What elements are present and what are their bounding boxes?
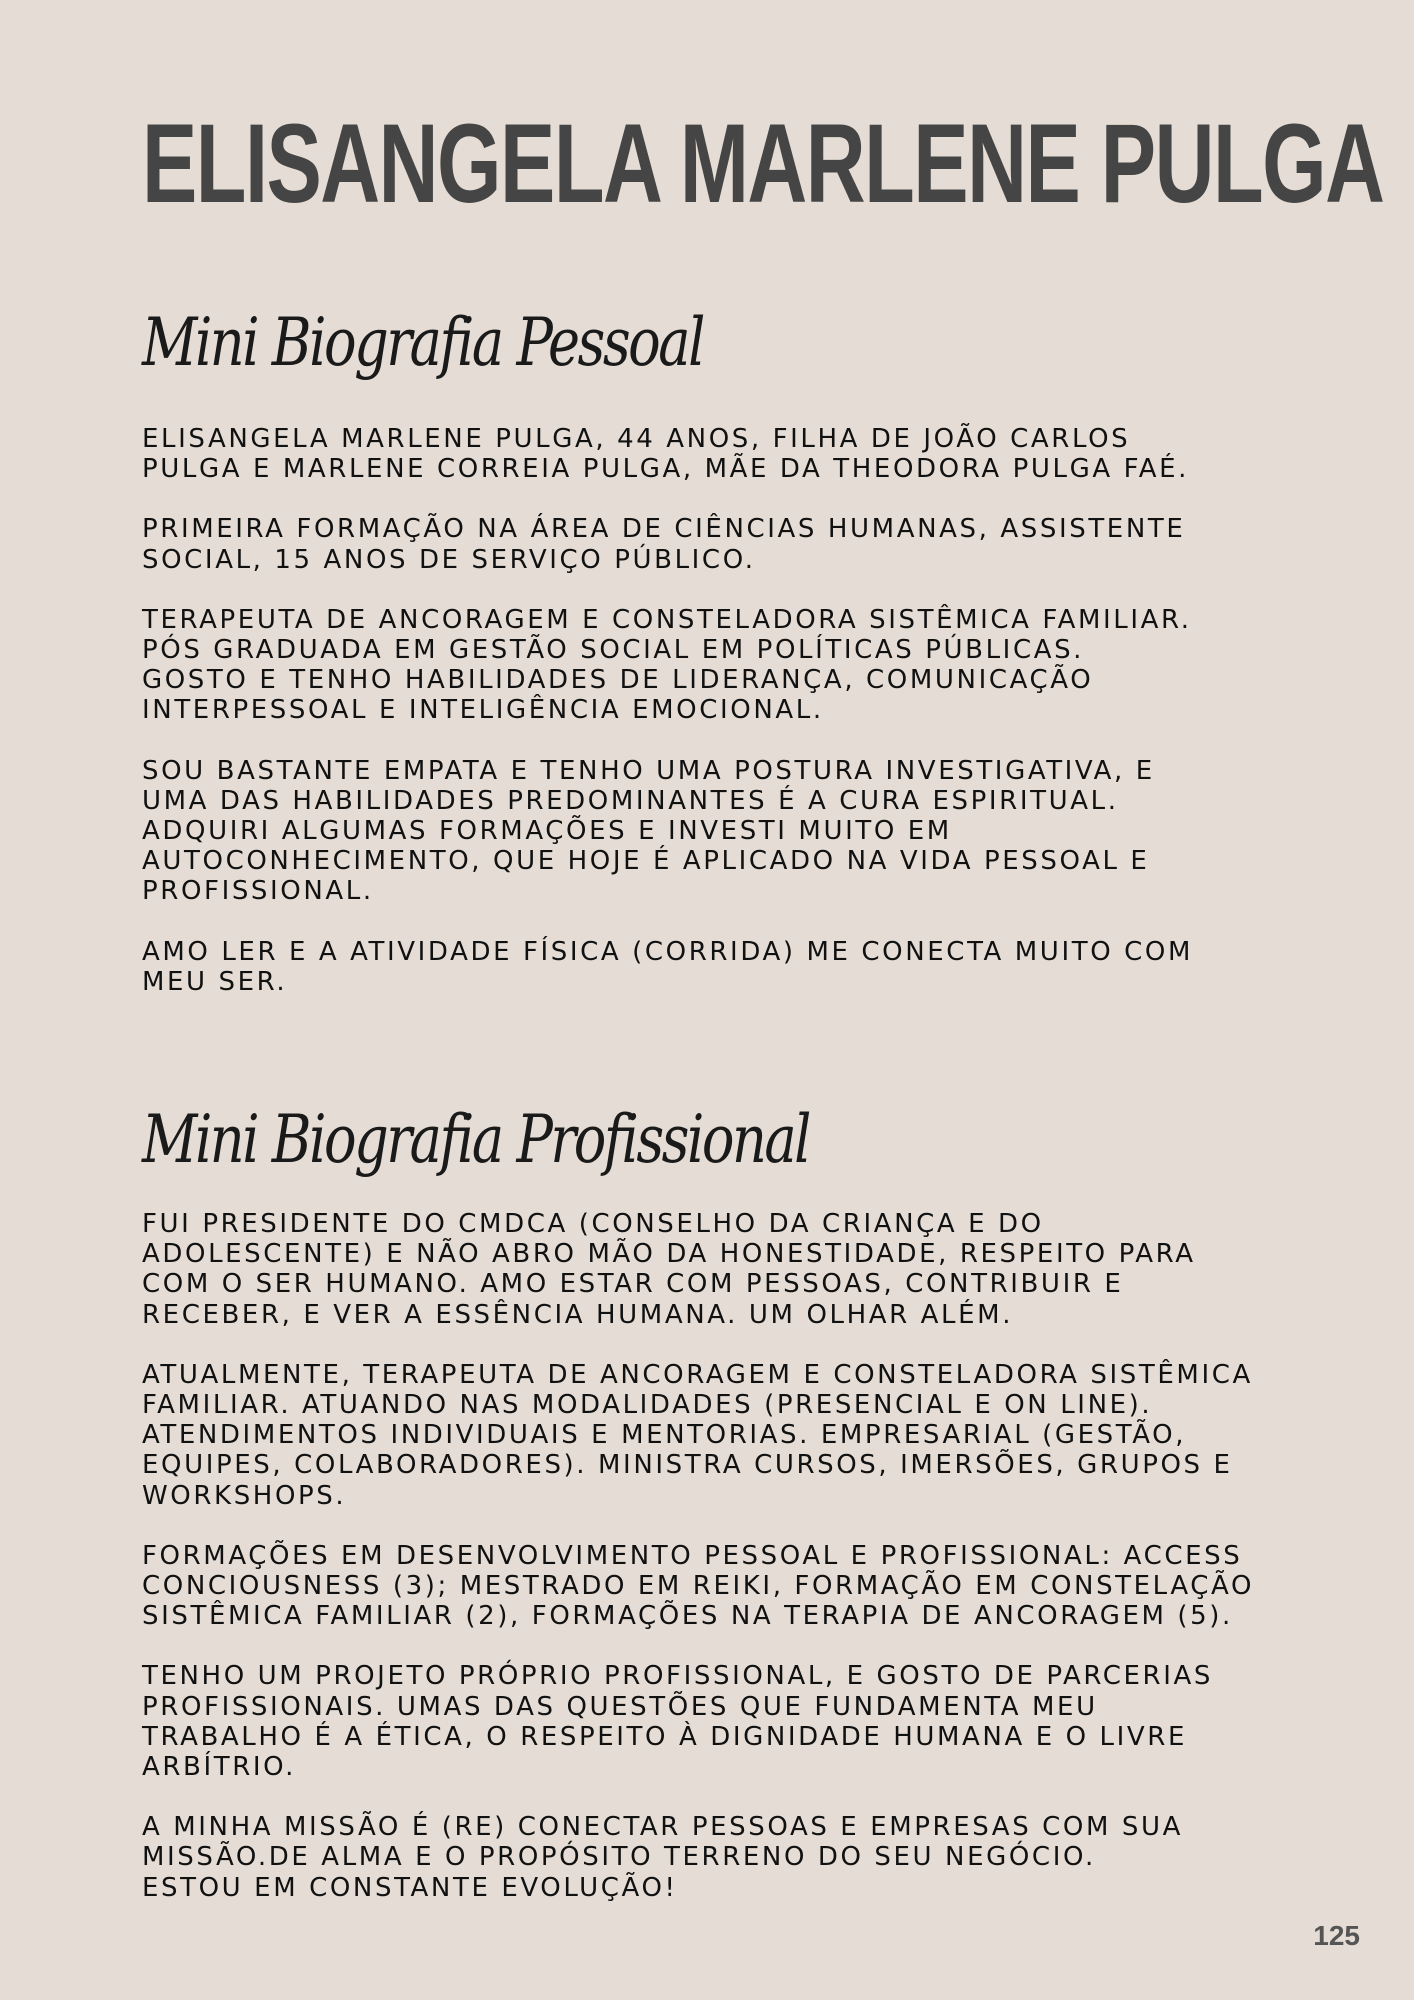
text-line: PULGA E MARLENE CORREIA PULGA, MÃE DA THEODORA PULGA FAÉ.: [142, 454, 1190, 485]
page-title: ELISANGELA MARLENE PULGA: [142, 101, 1384, 226]
bio-paragraph: [142, 1360, 1372, 1511]
text-line: A MINHA MISSÃO É (RE) CONECTAR PESSOAS E EMPRESAS COM SUA: [142, 1812, 1183, 1843]
text-line: MEU SER.: [142, 966, 288, 997]
text-line: RECEBER, E VER A ESSÊNCIA HUMANA. UM OLHAR ALÉM.: [142, 1299, 1014, 1330]
professional-bio-section: [142, 1209, 1372, 1933]
text-line: GOSTO E TENHO HABILIDADES DE LIDERANÇA, COMUNICAÇÃO: [142, 665, 1094, 696]
text-line: FAMILIAR. ATUANDO NAS MODALIDADES (PRESENCIAL E ON LINE).: [142, 1390, 1153, 1421]
text-line: SOCIAL, 15 ANOS DE SERVIÇO PÚBLICO.: [142, 544, 756, 575]
text-line: PROFISSIONAIS. UMAS DAS QUESTÕES QUE FUNDAMENTA MEU: [142, 1691, 1098, 1722]
text-line: ATENDIMENTOS INDIVIDUAIS E MENTORIAS. EMPRESARIAL (GESTÃO,: [142, 1420, 1187, 1451]
text-line: INTERPESSOAL E INTELIGÊNCIA EMOCIONAL.: [142, 695, 824, 726]
text-line: TRABALHO É A ÉTICA, O RESPEITO À DIGNIDADE HUMANA E O LIVRE: [142, 1721, 1187, 1752]
text-line: ADQUIRI ALGUMAS FORMAÇÕES E INVESTI MUITO EM: [142, 816, 952, 847]
text-line: SISTÊMICA FAMILIAR (2), FORMAÇÕES NA TERAPIA DE ANCORAGEM (5).: [142, 1601, 1233, 1632]
page-number: 125: [1313, 1920, 1360, 1951]
personal-bio-section: [142, 424, 1372, 1027]
personal-bio-heading: Mini Biografia Pessoal: [142, 304, 703, 381]
text-line: ESTOU EM CONSTANTE EVOLUÇÃO!: [142, 1872, 678, 1903]
text-line: PÓS GRADUADA EM GESTÃO SOCIAL EM POLÍTICAS PÚBLICAS.: [142, 635, 1085, 666]
text-line: COM O SER HUMANO. AMO ESTAR COM PESSOAS, CONTRIBUIR E: [142, 1269, 1124, 1300]
text-line: SOU BASTANTE EMPATA E TENHO UMA POSTURA INVESTIGATIVA, E: [142, 755, 1155, 786]
text-line: AUTOCONHECIMENTO, QUE HOJE É APLICADO NA VIDA PESSOAL E: [142, 846, 1150, 877]
text-line: EQUIPES, COLABORADORES). MINISTRA CURSOS, IMERSÕES, GRUPOS E: [142, 1450, 1233, 1481]
text-line: MISSÃO.DE ALMA E O PROPÓSITO TERRENO DO SEU NEGÓCIO.: [142, 1842, 1096, 1873]
bio-paragraph: [142, 1661, 1372, 1782]
bio-paragraph: [142, 424, 1372, 484]
text-line: AMO LER E A ATIVIDADE FÍSICA (CORRIDA) ME CONECTA MUITO COM: [142, 936, 1193, 967]
bio-paragraph: [142, 605, 1372, 726]
bio-paragraph: [142, 514, 1372, 574]
bio-paragraph: [142, 1541, 1372, 1632]
text-line: TENHO UM PROJETO PRÓPRIO PROFISSIONAL, E GOSTO DE PARCERIAS: [142, 1661, 1213, 1692]
bio-paragraph: [142, 937, 1372, 997]
text-line: ARBÍTRIO.: [142, 1752, 297, 1783]
text-line: WORKSHOPS.: [142, 1480, 347, 1511]
text-line: ELISANGELA MARLENE PULGA, 44 ANOS, FILHA DE JOÃO CARLOS: [142, 424, 1131, 454]
bio-paragraph: [142, 756, 1372, 907]
text-line: UMA DAS HABILIDADES PREDOMINANTES É A CURA ESPIRITUAL.: [142, 785, 1119, 816]
text-line: FUI PRESIDENTE DO CMDCA (CONSELHO DA CRIANÇA E DO: [142, 1209, 1044, 1239]
text-line: ADOLESCENTE) E NÃO ABRO MÃO DA HONESTIDADE, RESPEITO PARA: [142, 1239, 1196, 1270]
text-line: CONCIOUSNESS (3); MESTRADO EM REIKI, FORMAÇÃO EM CONSTELAÇÃO: [142, 1571, 1255, 1602]
text-line: FORMAÇÕES EM DESENVOLVIMENTO PESSOAL E PROFISSIONAL: ACCESS: [142, 1540, 1243, 1571]
professional-bio-heading: Mini Biografia Profissional: [142, 1101, 810, 1178]
text-line: PRIMEIRA FORMAÇÃO NA ÁREA DE CIÊNCIAS HUMANAS, ASSISTENTE: [142, 514, 1186, 545]
text-line: ATUALMENTE, TERAPEUTA DE ANCORAGEM E CONSTELADORA SISTÊMICA: [142, 1359, 1253, 1390]
text-line: PROFISSIONAL.: [142, 876, 374, 907]
bio-paragraph: [142, 1209, 1372, 1330]
bio-paragraph: [142, 1812, 1372, 1903]
text-line: TERAPEUTA DE ANCORAGEM E CONSTELADORA SISTÊMICA FAMILIAR.: [142, 604, 1192, 635]
